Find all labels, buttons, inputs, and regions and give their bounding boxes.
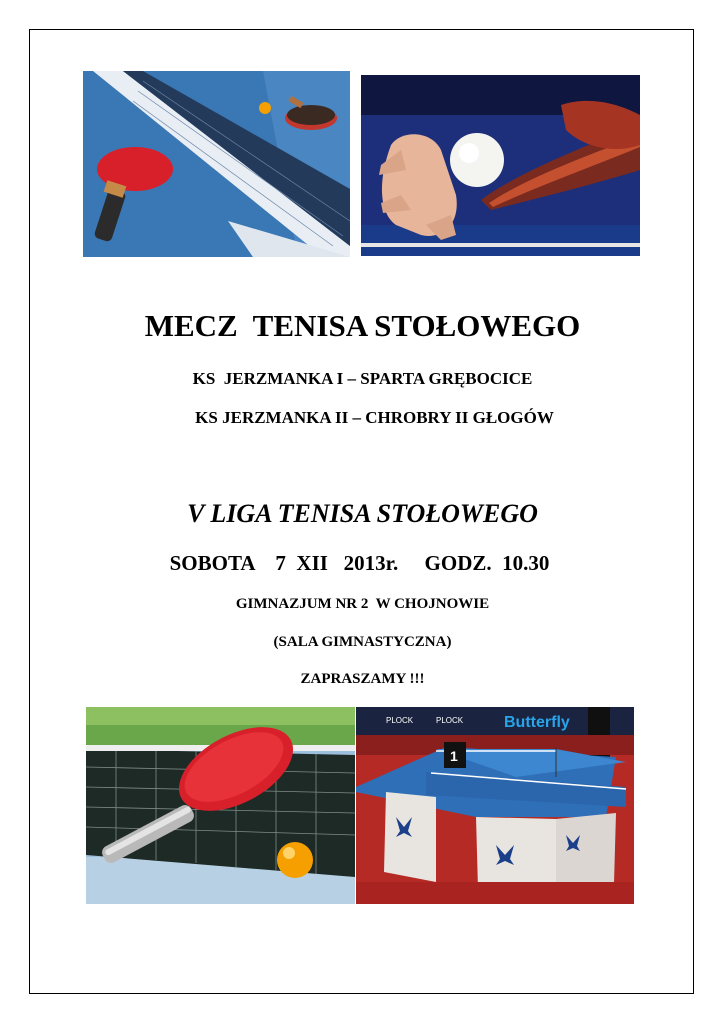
date-time: SOBOTA 7 XII 2013r. GODZ. 10.30 bbox=[169, 551, 550, 575]
banner-text-2: PLOCK bbox=[436, 716, 464, 725]
banner-text-1: PLOCK bbox=[386, 716, 414, 725]
poster-title: MECZ TENISA STOŁOWEGO bbox=[144, 308, 581, 343]
banner-brand: Butterfly bbox=[504, 714, 570, 731]
photo-butterfly-tables bbox=[356, 707, 634, 904]
photo-paddles-net bbox=[83, 71, 350, 257]
scoreboard-digit: 1 bbox=[450, 748, 458, 764]
match-1: KS JERZMANKA I – SPARTA GRĘBOCICE bbox=[192, 369, 533, 388]
hall: (SALA GIMNASTYCZNA) bbox=[273, 634, 452, 650]
venue: GIMNAZJUM NR 2 W CHOJNOWIE bbox=[235, 596, 490, 612]
photo-serve bbox=[361, 75, 640, 256]
league-name: V LIGA TENISA STOŁOWEGO bbox=[187, 499, 538, 528]
match-2: KS JERZMANKA II – CHROBRY II GŁOGÓW bbox=[195, 408, 554, 427]
photo-paddle-ball bbox=[86, 707, 355, 904]
invitation: ZAPRASZAMY !!! bbox=[300, 671, 425, 687]
